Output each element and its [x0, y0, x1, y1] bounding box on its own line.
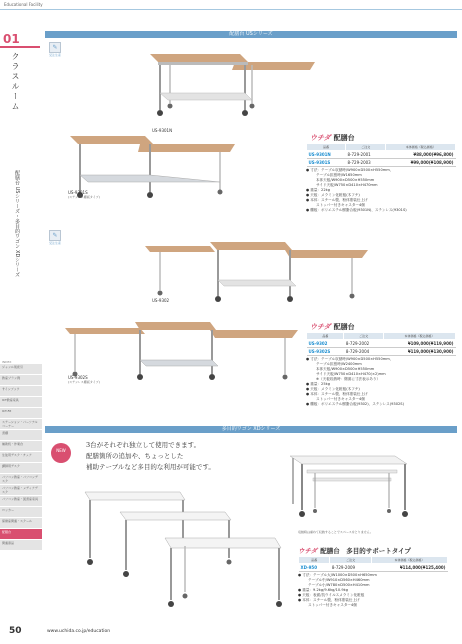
footer-url[interactable]: www.uchida.co.jp/education — [47, 629, 111, 634]
index-item[interactable]: 生徒用デスク・チェア — [0, 452, 42, 463]
caption-us9302s: US-9302S — [68, 375, 88, 380]
index-item[interactable]: ジャンル別索引 — [0, 364, 42, 375]
caption-us9302s-sub: (ステンレス棚板タイプ) — [68, 380, 100, 384]
chapter-title: クラスルーム — [11, 52, 20, 112]
made-to-order-badge: ✎ 受注生産 — [49, 44, 62, 57]
index-item[interactable]: パソコン教室・パソコンデスク — [0, 474, 42, 485]
brand-logo: ウチダ — [310, 134, 331, 142]
caption-us9302: US-9302 — [152, 298, 170, 303]
product-title-us9301: ウチダ 配膳台 — [310, 134, 355, 142]
spec-notes-xd950: ● 寸法：テーブル大/W1000×D500×H650mm テーブル中/W910×D560×H460mm テーブル小/W780×D500×H410mm ● 重量：9.2kg/9.6kg/10.9kg ● 天板：表面/抗ウイルスメラミン化粧板 ● 本体：スチール製、粉体塗装仕上げ ストッパー付きキャスター4個 — [298, 573, 377, 607]
price-table-us9301: 品番 ご注文 本体価格（税込価格） US-9301N 8-729-2001 ¥88,000(¥96,800) US-9301S 8-729-2003 ¥99,000(¥108,900) — [308, 145, 454, 165]
table-row: US-9301N 8-729-2001 ¥88,000(¥96,800) — [308, 152, 454, 157]
table-row: US-9302S 8-729-2004 ¥119,000(¥130,900) — [308, 349, 454, 354]
table-us9302s-illustration — [60, 316, 300, 386]
index-item-active[interactable]: 配膳台 — [0, 529, 42, 540]
made-to-order-icon: ✎ — [49, 42, 61, 53]
header-label: Educational Facility — [4, 2, 43, 7]
caption-us9301s: US-9301S — [68, 190, 88, 195]
xd-tagline: 3台がそれぞれ独立して使用できます。 配膳箇所の追加や、ちょっとした 補助テーブルなど多目的な利用が可能です。 — [86, 441, 215, 471]
index-item[interactable]: 関連商品 — [0, 540, 42, 551]
brand-logo: ウチダ — [310, 323, 331, 331]
section-bar-xd: 多目的ワゴン XDシリーズ — [45, 426, 457, 433]
spec-notes-us9302: ● 寸法：テーブル収納時/W900×D500×H550mm、 テーブル拡張時/W2400mm 本体天板/W900×D500×H550mm サイド天板/W750×D410×H470(×2)mm ※（天板収納時：側面に寸法表示あり） ● 重量：25kg ● 天板：メラミン化粧板(木フチ) ● 本体：スチール製、粉体塗装仕上げ ストッパー付きキャスター4個 ● 棚板：ポリエステル樹脂合板(9302)、ステンレス(9302S) — [306, 357, 404, 406]
index-item[interactable]: 教室プラン例 — [0, 375, 42, 386]
made-to-order-badge: ✎ 受注生産 — [49, 232, 62, 245]
table-row: US-9302 8-729-2002 ¥109,000(¥119,900) — [308, 341, 454, 346]
index-item[interactable]: ロッカー — [0, 507, 42, 518]
table-row: XD-950 8-729-2009 ¥114,000(¥125,400) — [300, 565, 446, 570]
index-item[interactable]: 書棚 — [0, 430, 42, 441]
price-table-xd950: 品番 ご注文 本体価格（税込価格） XD-950 8-729-2009 ¥114,000(¥125,400) — [300, 558, 446, 570]
product-title-xd950: ウチダ 配膳台 多目的サポートタイプ — [298, 547, 411, 555]
section-bar-us: 配膳台 USシリーズ — [45, 31, 457, 38]
caption-us9301s-sub: (ステンレス棚板タイプ) — [68, 195, 100, 199]
index-item[interactable]: ICT-Fit — [0, 408, 42, 419]
new-badge: NEW — [51, 443, 71, 463]
price-table-us9302: 品番 ご注文 本体価格（税込価格） US-9302 8-729-2002 ¥109,000(¥119,900) US-9302S 8-729-2004 ¥119,000(¥130,900) — [308, 334, 454, 354]
index-item[interactable]: 保健室関連・スクール — [0, 518, 42, 529]
chapter-divider — [0, 46, 40, 48]
xd-three-tables-photo — [75, 488, 285, 613]
index-item[interactable]: パソコン教室・図書室家具 — [0, 496, 42, 507]
table-row: US-9301S 8-729-2003 ¥99,000(¥108,900) — [308, 160, 454, 165]
index-label: INDEX — [2, 360, 12, 364]
index-item[interactable]: パソコン教室・メディアデスク — [0, 485, 42, 496]
spec-notes-us9301: ● 寸法：テーブル収納時/W900×D500×H550mm、 テーブル拡張時/W1650mm 本体天板/W900×D500×H550mm サイド天板/W750×D410×H470mm ● 重量：22kg ● 天板：メラミン化粧板(木フチ) ● 本体：スチール製、粉体塗装仕上げ ストッパー付きキャスター4個 ● 棚板：ポリエステル樹脂合板(9301N)、ステンレス(9301S) — [306, 168, 407, 212]
page-number: 50 — [9, 626, 22, 636]
index-item[interactable]: サインブック — [0, 386, 42, 397]
photo-caption: 収納時は重ねて収納することでスペースをとりません。 — [298, 530, 373, 534]
index-item[interactable]: 講師用デスク — [0, 463, 42, 474]
top-divider — [0, 9, 462, 10]
index-item[interactable]: ICT教室家具 — [0, 397, 42, 408]
made-to-order-icon: ✎ — [49, 230, 61, 241]
brand-logo: ウチダ — [298, 547, 318, 555]
table-us9301n-illustration — [140, 48, 320, 128]
side-index — [0, 360, 42, 551]
index-item[interactable]: 補助机・作業台 — [0, 441, 42, 452]
table-us9302-illustration — [140, 238, 370, 308]
caption-us9301n: US-9301N — [152, 128, 173, 133]
chapter-number: 01 — [3, 32, 20, 46]
xd-nested-tables-photo — [285, 452, 415, 522]
index-item[interactable]: ステーション・パーソナルコーナー — [0, 419, 42, 430]
product-title-us9302: ウチダ 配膳台 — [310, 323, 355, 331]
chapter-subtitle: 配膳台 USシリーズ・多目的ワゴン XDシリーズ — [14, 170, 20, 278]
